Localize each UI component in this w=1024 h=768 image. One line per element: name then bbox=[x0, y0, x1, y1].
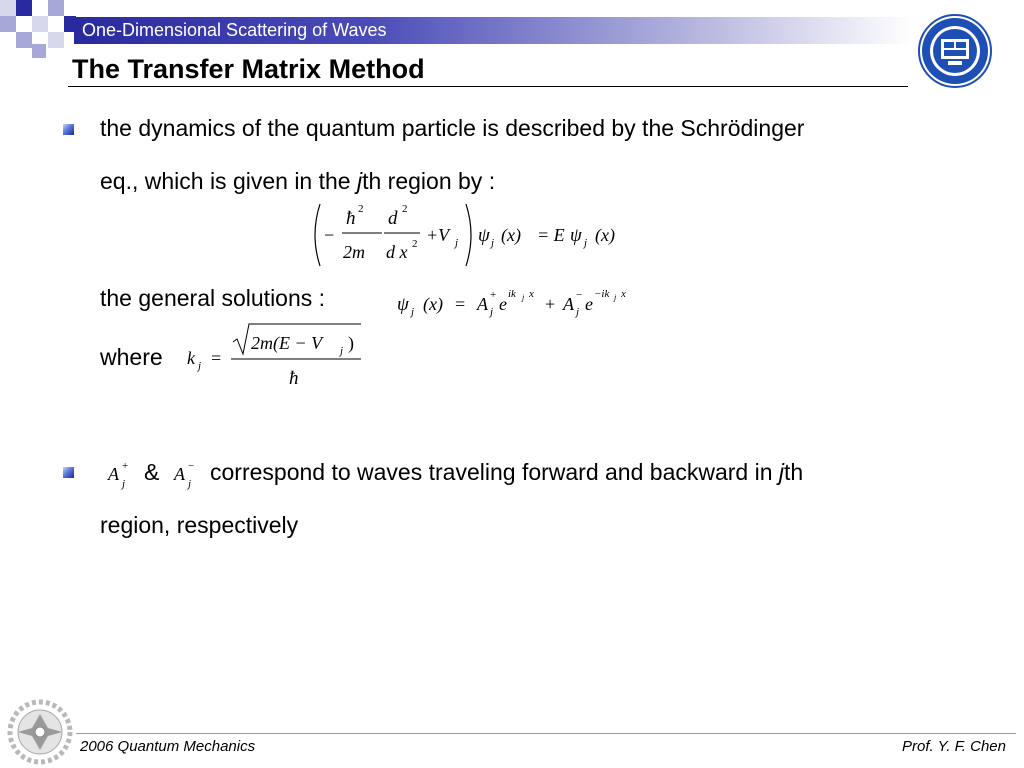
bullet-marker bbox=[63, 467, 74, 478]
gear-emblem-icon bbox=[4, 698, 74, 766]
bullet-2-line-1 bbox=[210, 459, 803, 486]
sol-e-1: e bbox=[499, 294, 507, 314]
k-sub: j bbox=[198, 360, 202, 372]
sol-psi-sub: j bbox=[411, 306, 415, 318]
sol-equals: = bbox=[455, 294, 466, 314]
k-sqrt-sub: j bbox=[340, 345, 344, 357]
corner-square bbox=[48, 32, 64, 48]
a-plus-sup: + bbox=[122, 460, 129, 472]
general-solutions-label: the general solutions : bbox=[100, 285, 326, 311]
bullet-1-line-2 bbox=[100, 168, 495, 195]
bullet-2-text-post: th bbox=[784, 459, 804, 485]
where-label: where bbox=[100, 344, 163, 370]
eq-d: d bbox=[388, 208, 398, 229]
eq-hbar: ħ bbox=[346, 208, 356, 229]
corner-square bbox=[32, 16, 48, 32]
eq-of-x: (x) bbox=[501, 225, 521, 245]
a-plus-letter: A bbox=[108, 464, 119, 484]
sol-a-plus-sup: + bbox=[490, 289, 497, 301]
k-equals: = bbox=[211, 348, 222, 368]
bullet-1-line-2-post: th region by : bbox=[362, 168, 496, 194]
sol-a-plus: A bbox=[477, 294, 488, 314]
eq-equals-e: = E bbox=[537, 225, 565, 245]
sol-a-minus-sup: − bbox=[576, 289, 583, 301]
k-sqrt-body: 2m(E − V bbox=[251, 333, 323, 353]
eq-psi-2: ψ bbox=[570, 225, 582, 246]
eq-psi: ψ bbox=[478, 225, 490, 246]
sol-exp-2: −ik bbox=[594, 288, 610, 300]
k-symbol: k bbox=[187, 348, 195, 368]
sol-exp-2-x: x bbox=[621, 288, 626, 300]
bullet-1-line-2-pre: eq., which is given in the bbox=[100, 168, 357, 194]
sol-e-2: e bbox=[585, 294, 593, 314]
eq-d-sup: 2 bbox=[402, 203, 408, 215]
eq-dx-sup: 2 bbox=[412, 238, 418, 250]
eq-sub-j: j bbox=[455, 237, 459, 249]
corner-square bbox=[0, 16, 16, 32]
bullet-1-line-1: the dynamics of the quantum particle is described by the Schrödinger bbox=[100, 115, 805, 141]
a-minus-sup: − bbox=[188, 460, 195, 472]
title-underline bbox=[68, 86, 908, 87]
eq-two-m: 2m bbox=[343, 242, 365, 262]
sol-exp-2-sub: j bbox=[614, 293, 617, 302]
a-minus-symbol bbox=[172, 458, 202, 492]
corner-square bbox=[48, 0, 64, 16]
eq-psi-2-sub: j bbox=[584, 237, 588, 249]
bullet-1-line-2-italic: j bbox=[356, 168, 363, 194]
bullet-2-line-2: region, respectively bbox=[100, 512, 299, 538]
footer-author: Prof. Y. F. Chen bbox=[902, 738, 1006, 755]
bullet-2-text-pre: correspond to waves traveling forward and backward in bbox=[210, 459, 779, 485]
footer-divider bbox=[76, 733, 1016, 734]
ampersand: & bbox=[144, 459, 160, 485]
sol-exp-1-sub: j bbox=[522, 293, 525, 302]
sol-of-x: (x) bbox=[423, 294, 443, 314]
footer-course: 2006 Quantum Mechanics bbox=[80, 738, 256, 755]
corner-square bbox=[32, 44, 46, 58]
sol-psi: ψ bbox=[397, 294, 409, 315]
general-solution-equation bbox=[395, 282, 655, 322]
eq-psi-sub: j bbox=[491, 237, 495, 249]
corner-square bbox=[16, 32, 32, 48]
bullet-marker bbox=[63, 124, 74, 135]
bullet-2-text-italic: j bbox=[778, 459, 785, 485]
sol-plus: + bbox=[545, 294, 556, 314]
a-minus-letter: A bbox=[174, 464, 185, 484]
eq-of-x-2: (x) bbox=[595, 225, 615, 245]
a-minus-sub: j bbox=[188, 478, 192, 490]
sol-a-minus: A bbox=[563, 294, 574, 314]
wavenumber-equation bbox=[185, 320, 370, 390]
sol-exp-1: ik bbox=[508, 288, 516, 300]
sol-a-minus-sub: j bbox=[576, 306, 580, 318]
eq-hbar-sup: 2 bbox=[358, 203, 364, 215]
sol-a-plus-sub: j bbox=[490, 306, 494, 318]
k-close-paren: ) bbox=[348, 333, 354, 353]
university-seal-icon bbox=[918, 14, 992, 88]
slide-title: The Transfer Matrix Method bbox=[72, 54, 425, 84]
a-plus-symbol bbox=[106, 458, 136, 492]
a-plus-sub: j bbox=[122, 478, 126, 490]
corner-square bbox=[16, 0, 32, 16]
sol-exp-1-x: x bbox=[529, 288, 534, 300]
schrodinger-equation bbox=[308, 200, 648, 270]
corner-square bbox=[0, 0, 16, 16]
eq-minus: − bbox=[324, 225, 335, 245]
k-hbar: ħ bbox=[289, 368, 299, 389]
eq-plus-v: +V bbox=[426, 225, 450, 245]
header-subtitle: One-Dimensional Scattering of Waves bbox=[82, 20, 387, 40]
eq-dx: d x bbox=[386, 242, 408, 262]
